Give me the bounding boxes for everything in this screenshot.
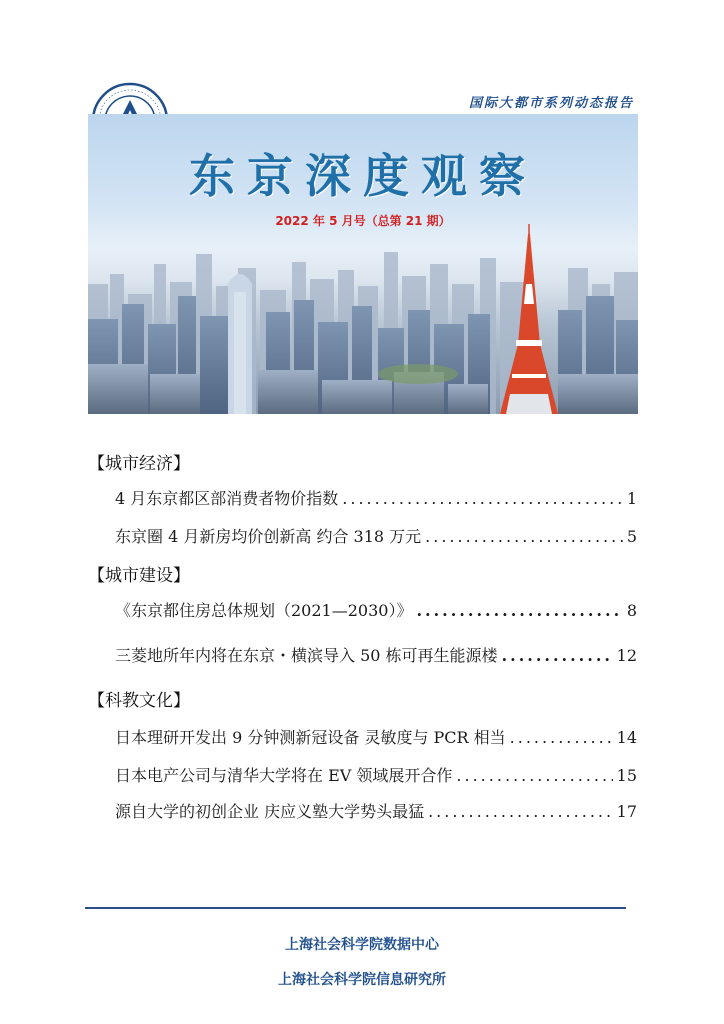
footer-org-info-institute: 上海社会科学院信息研究所 xyxy=(278,972,446,988)
issue-number: 2022 年 5 月号（总第 21 期） xyxy=(275,214,451,228)
toc-item-title: 《东京都住房总体规划（2021—2030）》 xyxy=(115,601,413,620)
series-title: 国际大都市系列动态报告 xyxy=(468,96,634,111)
toc-leader-dots xyxy=(416,601,622,620)
toc-item-page: 14 xyxy=(616,728,637,747)
cover-title: 东京深度观察 xyxy=(189,149,537,203)
cover-banner xyxy=(88,114,638,414)
toc-item[interactable] xyxy=(115,799,637,822)
toc-item[interactable] xyxy=(115,524,637,547)
toc-leader-dots xyxy=(425,527,623,546)
toc-section-economy: 【城市经济】 xyxy=(88,454,190,474)
toc-leader-dots xyxy=(510,728,613,747)
toc-item-page: 17 xyxy=(616,802,637,821)
toc-item-page: 1 xyxy=(626,489,637,508)
toc-leader-dots xyxy=(502,646,613,665)
toc-item-page: 8 xyxy=(626,601,637,620)
toc-item[interactable] xyxy=(115,725,637,748)
toc-item[interactable] xyxy=(115,763,637,786)
toc-item-title: 三菱地所年内将在东京・横滨导入 50 栋可再生能源楼 xyxy=(115,646,498,665)
toc-item-page: 12 xyxy=(616,646,637,665)
toc-section-construction: 【城市建设】 xyxy=(88,566,190,586)
toc-item-title: 4 月东京都区部消费者物价指数 xyxy=(115,489,339,508)
toc-item-title: 东京圈 4 月新房均价创新高 约合 318 万元 xyxy=(115,527,422,546)
toc-item[interactable] xyxy=(115,486,637,509)
toc-item-title: 日本电产公司与清华大学将在 EV 领域展开合作 xyxy=(115,766,453,785)
toc-item-page: 15 xyxy=(616,766,637,785)
toc-item-page: 5 xyxy=(626,527,637,546)
toc-leader-dots xyxy=(428,802,613,821)
toc-leader-dots xyxy=(342,489,623,508)
toc-item-title: 源自大学的初创企业 庆应义塾大学势头最猛 xyxy=(115,802,425,821)
toc-leader-dots xyxy=(456,766,612,785)
city-skyline-image xyxy=(88,224,638,414)
toc-section-science-culture: 【科教文化】 xyxy=(88,691,190,711)
footer-divider xyxy=(85,907,626,909)
toc-item-title: 日本理研开发出 9 分钟测新冠设备 灵敏度与 PCR 相当 xyxy=(115,728,506,747)
toc-item[interactable] xyxy=(115,643,637,666)
footer-org-data-center: 上海社会科学院数据中心 xyxy=(285,937,439,953)
toc-item[interactable] xyxy=(115,598,637,621)
